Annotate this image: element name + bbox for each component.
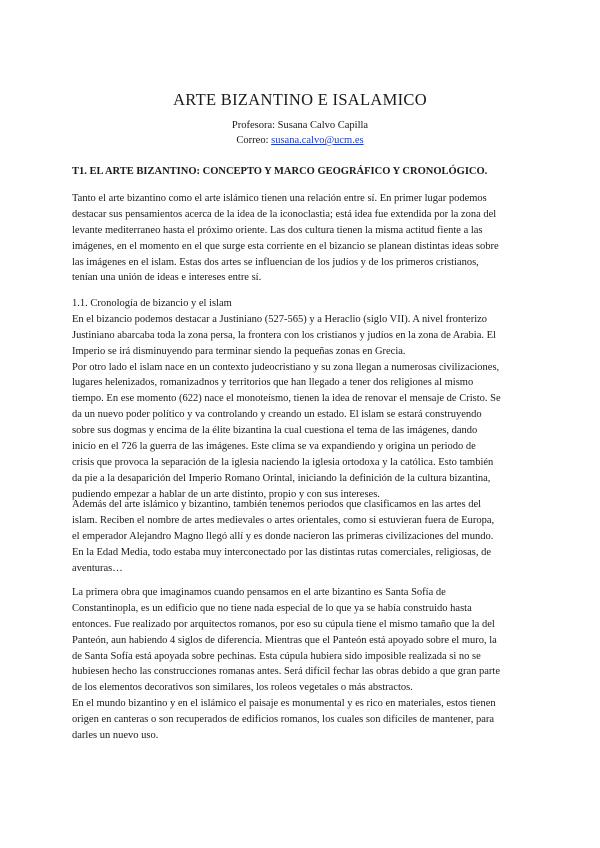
text-line: Además del arte islámico y bizantino, también tenemos periodos que clasificamos en las artes del [72, 499, 482, 510]
text-line: da pie a la desaparición del Imperio Romano Orintal, iniciando la definición de la cultura bizantina, [72, 472, 491, 484]
text-line: da un nuevo poder político y va controlando y creando un estado. El islam se estará construyendo [72, 409, 482, 421]
text-line: tenían una unión de ideas e intereses entre sí. [72, 272, 262, 284]
text-line: darles un nuevo uso. [72, 730, 159, 742]
text-line: entonces. Fue realizado por arquitectos romanos, por eso su cúpula tiene el mismo tamaño que la del [72, 618, 495, 630]
text-line: La primera obra que imaginamos cuando pensamos en el arte bizantino es Santa Sofía de [72, 587, 446, 598]
paragraph-2 [72, 296, 528, 503]
text-line: 1.1. Cronología de bizancio y el islam [72, 298, 232, 309]
paragraph-1 [72, 191, 528, 286]
text-line: el emperador Alejandro Magno llegó allí y es donde nacieron las primeras civilizaciones del mundo. [72, 530, 494, 542]
paragraph-3 [72, 497, 528, 576]
text-line: origen en canteras o son recuperados de edificios romanos, los cuales son difíciles de mantener, para [72, 714, 495, 726]
text-line: crisis que provoca la separación de la iglesia naciendo la iglesia ortodoxa y la católica. Esto también [72, 456, 494, 468]
text-line: islam. Reciben el nombre de artes medievales o artes orientales, como si estuvieran fuera de Europa, [72, 514, 495, 526]
professor-line: Profesora: Susana Calvo Capilla [231, 120, 369, 131]
email-link[interactable]: susana.calvo@ucm.es [271, 135, 364, 146]
text-line: las imágenes en el islam. Estas dos artes se influencian de los judíos y de los primeros cristianos, [72, 256, 479, 268]
text-line: Panteón, aun habiendo 4 siglos de diferencia. Mientras que el Panteón está apoyado sobre el muro, la [72, 634, 497, 646]
text-line: de Santa Sofía está apoyada sobre pechinas. Esta cúpula hubiera sido imposible realizada si no se [72, 650, 481, 662]
section-heading: T1. EL ARTE BIZANTINO: CONCEPTO Y MARCO GEOGRÁFICO Y CRONOLÓGICO. [72, 166, 488, 177]
text-line: En la Edad Media, todo estaba muy interconectado por las distintas rutas comerciales, religiosas, de [72, 546, 491, 558]
text-line: En el bizancio podemos destacar a Justiniano (527-565) y a Heraclio (siglo VII). A nivel fronterizo [72, 313, 488, 325]
text-line: lugares helenizados, romanizadnos y territorios que han llegado a tener dos religiones al mismo [72, 377, 474, 389]
text-line: sobre sus dogmas y encima de la élite bizantina la cual cuestiona el tema de las imágenes, dando [72, 425, 478, 437]
text-line: aventuras… [72, 562, 123, 574]
text-line: Constantinopla, es un edificio que no tiene nada especial de lo que ya se había construido hasta [72, 602, 472, 614]
text-line: de los elementos decorativos son similares, los roleos vegetales o más abstractos. [72, 682, 413, 694]
text-line: Por otro lado el islam nace en un contexto judeocristiano y su zona llegan a numerosas civilizaciones, [72, 361, 500, 373]
text-line: pudiendo empezar a hablar de un arte distinto, propio y con sus intereses. [72, 488, 380, 500]
text-line: En el mundo bizantino y en el islámico el paisaje es monumental y es rico en materiales, estos tienen [72, 698, 496, 710]
paragraph-4 [72, 585, 528, 744]
email-line [0, 135, 600, 146]
document-title: ARTE BIZANTINO E ISALAMICO [173, 90, 427, 109]
text-line: Justiniano abarcaba toda la zona persa, la frontera con los cristianos y judíos en la zona de Arabia. El [72, 329, 496, 341]
email-label: Correo: [236, 135, 272, 146]
text-line: imágenes, en el momento en el que surge esta corriente en el bizancio se planean distintas ideas sobre [72, 240, 499, 252]
text-line: Tanto el arte bizantino como el arte islámico tienen una relación entre sí. En primer lugar podemos [72, 193, 487, 204]
text-line: tiempo. En ese momento (622) nace el monoteísmo, tienen la idea de renovar el mensaje de Cristo. Se [72, 393, 501, 405]
text-line: levante mediterraneo hasta el próximo oriente. Las dos cultura tienen la misma actitud fiente a las [72, 224, 483, 236]
text-line: hubiesen hecho las construcciones romanas antes. Será difícil fechar las obras debido a que gran parte [72, 666, 501, 678]
text-line: destacar sus pensamientos acerca de la idea de la iconoclastia; está idea fue extendida por la zona del [72, 208, 497, 220]
text-line: inicio en el 726 la guerra de las imágenes. Este clima se va expandiendo y origina un periodo de [72, 441, 476, 453]
text-line: Imperio se irá disminuyendo para terminar siendo la pequeñas zonas en Grecia. [72, 345, 406, 357]
